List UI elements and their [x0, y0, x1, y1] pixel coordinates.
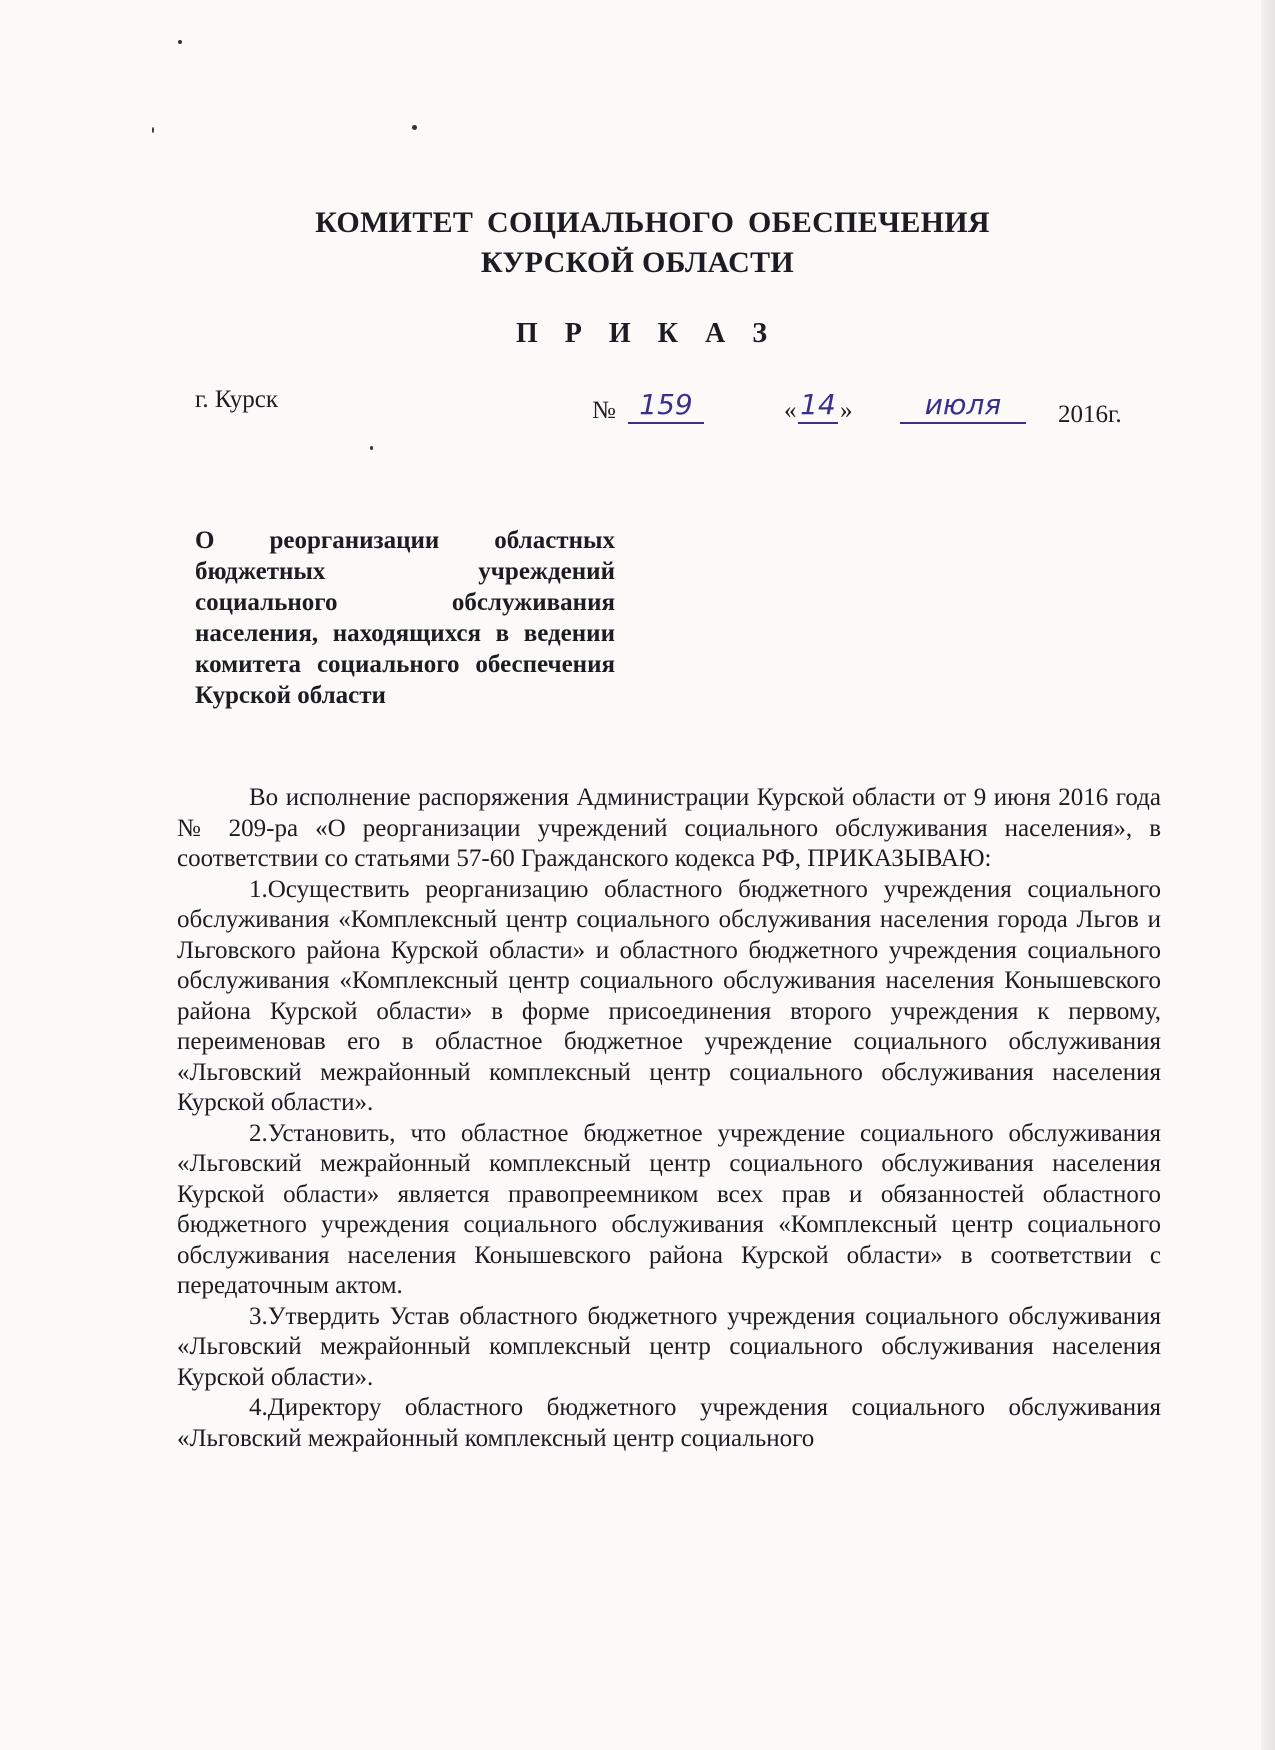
order-subject: О реорганизации областных бюджетных учреждений социального обслуживания населения, находящихся в ведении комитета социального обеспечения Курской области [195, 527, 615, 709]
day-quote-open: « [784, 397, 797, 424]
document-title: П Р И К А З [516, 318, 777, 349]
issuer-header [0, 203, 1275, 283]
order-number-label: № [592, 397, 616, 424]
preamble-paragraph: Во исполнение распоряжения Администрации Курской области от 9 июня 2016 года № 209-ра «О реорганизации учреждений социального обслуживания населения», в соответствии со статьями 57-60 Гражданского кодекса РФ, ПРИКАЗЫВАЮ: [177, 784, 1161, 872]
scan-speck [178, 40, 182, 44]
order-day-handwritten: 14 [798, 388, 838, 424]
clause-3: 3.Утвердить Устав областного бюджетного учреждения социального обслуживания «Льговский межрайонный комплексный центр социального обслуживания населения Курской области». [177, 1302, 1161, 1391]
issuer-line-1: КОМИТЕТ СОЦИАЛЬНОГО ОБЕСПЕЧЕНИЯ [315, 206, 990, 239]
scan-speck [412, 125, 417, 130]
scan-speck [370, 446, 373, 450]
order-month-handwritten: июля [900, 388, 1026, 424]
clause-2: 2.Установить, что областное бюджетное учреждение социального обслуживания «Льговский межрайонный комплексный центр социального обслуживания населения Курской области» является правопреемником всех прав и обязанностей областного бюджетного учреждения социального обслуживания «Комплексный центр социального обслуживания населения Конышевского района Курской области» в соответствии с передаточным актом. [177, 1119, 1161, 1299]
place-of-issue: г. Курск [195, 386, 278, 413]
issuer-line-2: КУРСКОЙ ОБЛАСТИ [480, 246, 795, 279]
scan-speck [152, 127, 154, 133]
order-number-handwritten: 159 [628, 388, 704, 424]
order-body [177, 783, 1161, 1454]
clause-1: 1.Осуществить реорганизацию областного бюджетного учреждения социального обслуживания «Комплексный центр социального обслуживания населения города Льгов и Льговского района Курской области» и областного бюджетного учреждения социального обслуживания «Комплексный центр социального обслуживания населения Конышевского района Курской области» в форме присоединения второго учреждения к первому, переименовав его в областное бюджетное учреждение социального обслуживания «Льговский межрайонный комплексный центр социального обслуживания населения Курской области». [177, 875, 1161, 1116]
order-year: 2016г. [1058, 401, 1122, 428]
day-quote-close: » [840, 397, 853, 424]
clause-4: 4.Директору областного бюджетного учреждения социального обслуживания «Льговский межрайонный комплексный центр социального [177, 1394, 1161, 1452]
